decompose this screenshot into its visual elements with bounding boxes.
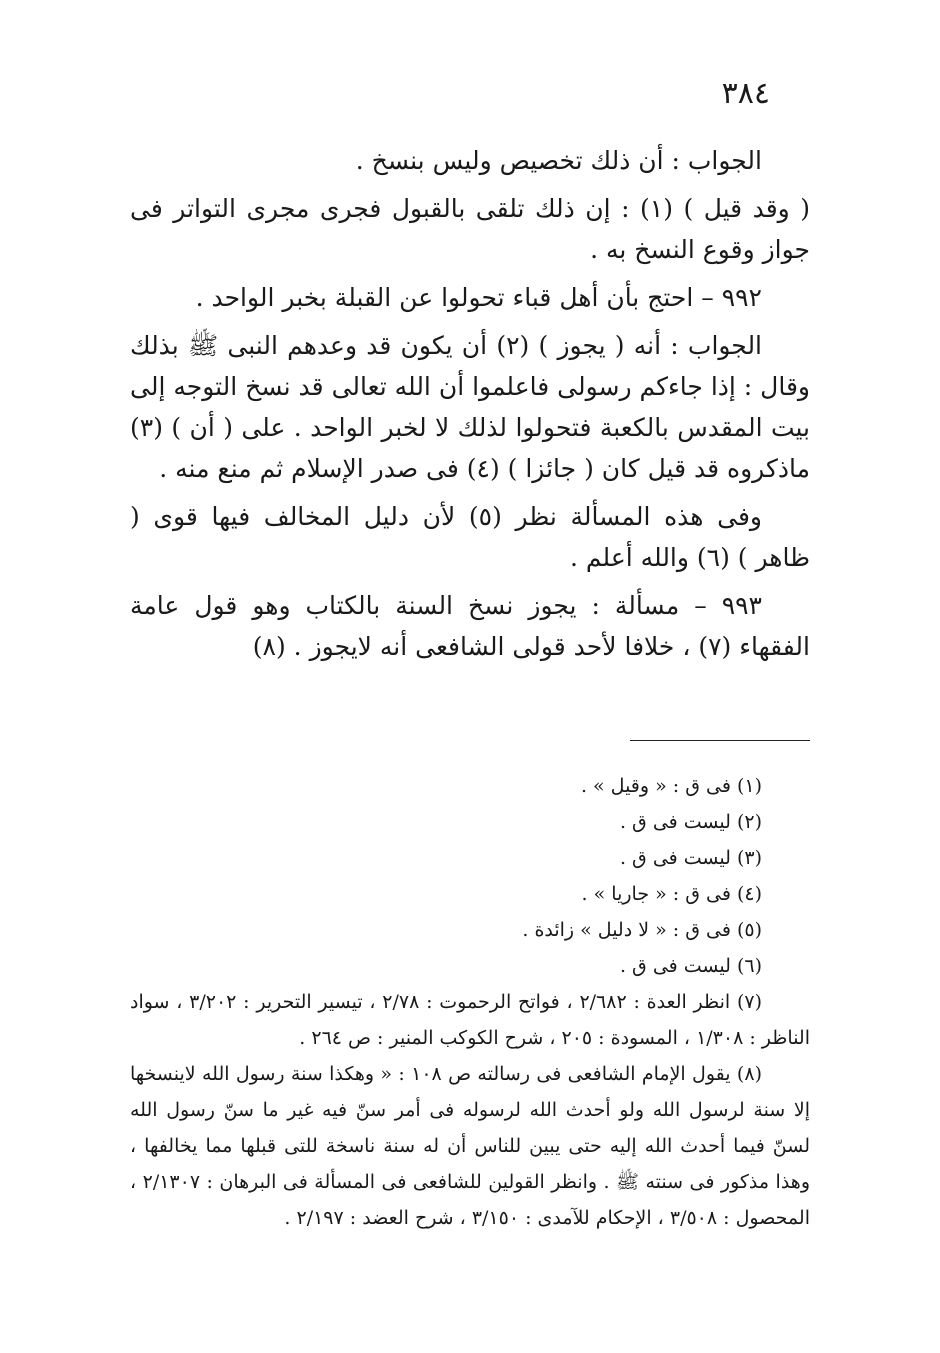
- paragraph-answer-1: الجواب : أن ذلك تخصيص وليس بنسخ .: [355, 146, 762, 175]
- paragraph-992: ٩٩٢ – احتج بأن أهل قباء تحولوا عن القبلة بخبر الواحد .: [195, 283, 762, 312]
- paragraph-quote-1: ( وقد قيل ) (١) : إن ذلك تلقى بالقبول فجرى مجرى التواتر فى جواز وقوع النسخ به .: [130, 194, 811, 264]
- main-text: [130, 140, 810, 674]
- footnote-6: (٦) ليست فى ق .: [619, 955, 762, 977]
- footnote-1: (١) فى ق : « وقيل » .: [580, 775, 762, 797]
- footnote-4: (٤) فى ق : « جاريا » .: [581, 883, 762, 905]
- footnote-2: (٢) ليست فى ق .: [619, 811, 762, 833]
- footnote-divider: [630, 740, 810, 741]
- paragraph-993: ٩٩٣ – مسألة : يجوز نسخ السنة بالكتاب وهو قول عامة الفقهاء (٧) ، خلافا لأحد قولى الشافعى أنه لايجوز . (٨): [130, 591, 810, 661]
- paragraph-view: وفى هذه المسألة نظر (٥) لأن دليل المخالف فيها قوى ( ظاهر ) (٦) والله أعلم .: [130, 502, 810, 572]
- footnote-7: (٧) انظر العدة : ٢/٦٨٢ ، فواتح الرحموت : ٢/٧٨ ، تيسير التحرير : ٣/٢٠٢ ، سواد الناظر : ١/٣٠٨ ، المسودة : ٢٠٥ ، شرح الكوكب المنير : ص ٢٦٤ .: [130, 991, 810, 1049]
- page-number: ٣٨٤: [721, 76, 770, 111]
- footnote-3: (٣) ليست فى ق .: [619, 847, 762, 869]
- footnote-8: (٨) يقول الإمام الشافعى فى رسالته ص ١٠٨ : « وهكذا سنة رسول الله لاينسخها إلا سنة لرسول الله ولو أحدث الله لرسوله فى أمر سنّ فيه غير ما سنّ رسول الله لسنّ فيما أحدث الله إليه حتى يبين للناس أن له سنة ناسخة للتى قبلها مما يخالفها ، وهذا مذكور فى سنته ﷺ . وانظر القولين للشافعى فى المسألة فى البرهان : ٢/١٣٠٧ ، المحصول : ٣/٥٠٨ ، الإحكام للآمدى : ٣/١٥٠ ، شرح العضد : ٢/١٩٧ .: [130, 1063, 811, 1229]
- paragraph-answer-2: الجواب : أنه ( يجوز ) (٢) أن يكون قد وعدهم النبى ﷺ بذلك وقال : إذا جاءكم رسولى فاعلموا أن الله تعالى قد نسخ التوجه إلى بيت المقدس بالكعبة فتحولوا لذلك لا لخبر الواحد . على ( أن ) (٣) ماذكروه قد قيل كان ( جائزا ) (٤) فى صدر الإسلام ثم منع منه .: [130, 331, 810, 483]
- footnote-5: (٥) فى ق : « لا دليل » زائدة .: [522, 919, 762, 941]
- footnotes: [130, 768, 810, 1236]
